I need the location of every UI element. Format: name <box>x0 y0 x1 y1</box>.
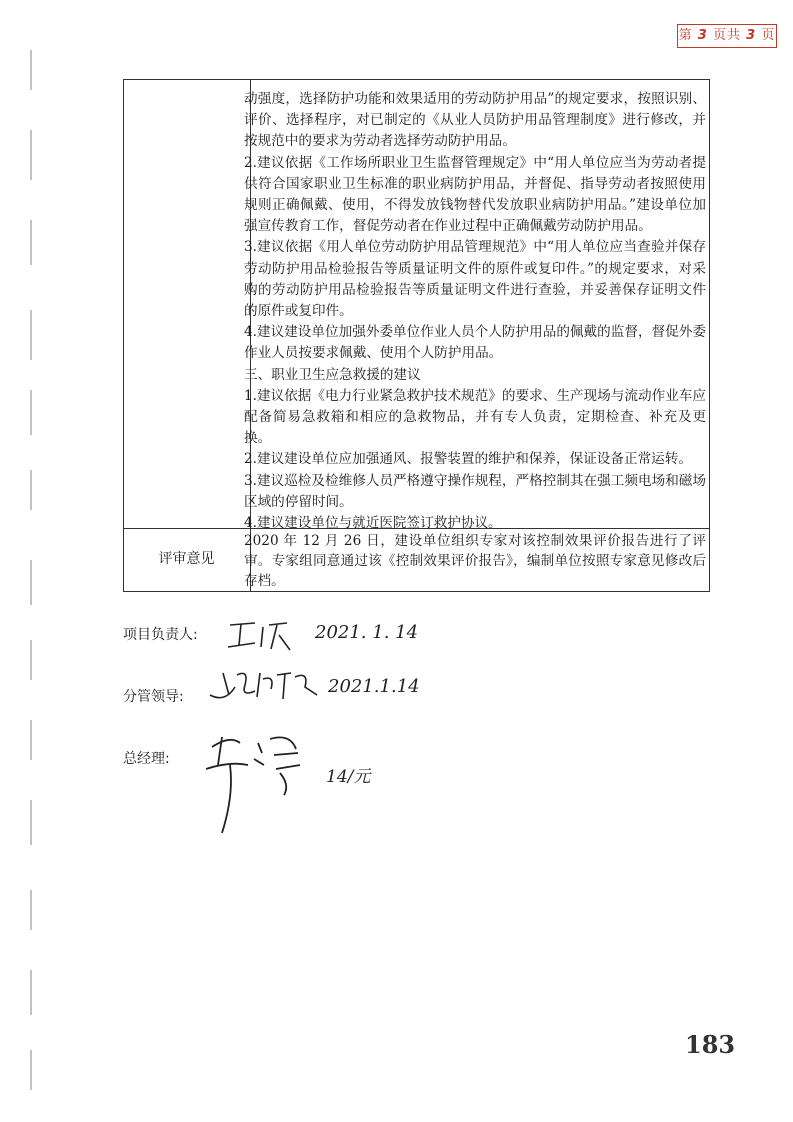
section-heading: 三、职业卫生应急救援的建议 <box>244 366 421 383</box>
general-manager-date: 14/元 <box>326 767 371 787</box>
project-lead-date: 2021. 1. 14 <box>315 622 419 643</box>
stamp-total-pages: 3 <box>746 28 757 43</box>
paragraph: 3.建议巡检及检维修人员严格遵守操作规程，严格控制其在强工频电场和磁场区域的停留时间。 <box>244 472 706 510</box>
paragraph: 1.建议依据《电力行业紧急救护技术规范》的要求、生产现场与流动作业车应配备简易急救箱和相应的急救物品，并有专人负责，定期检查、补充及更换。 <box>244 387 706 447</box>
stamp-middle: 页共 <box>712 28 741 43</box>
review-text: 2020 年 12 月 26 日，建设单位组织专家对该控制效果评价报告进行了评审。专家组同意通过该《控制效果评价报告》，编制单位按照专家意见修改后存档。 <box>244 533 706 589</box>
stamp-suffix: 页 <box>761 28 776 43</box>
paragraph: 2.建议依据《工作场所职业卫生监督管理规定》中“用人单位应当为劳动者提供符合国家职业卫生标准的职业病防护用品，并督促、指导劳动者按照使用规则正确佩戴、使用，不得发放钱物替代发放职业病防护用品。”建设单位加强宣传教育工作，督促劳动者在作业过程中正确佩戴劳动防护用品。 <box>244 154 706 235</box>
page-number-stamp <box>677 24 777 48</box>
review-label: 评审意见 <box>158 551 215 567</box>
paragraph: 动强度，选择防护功能和效果适用的劳动防护用品”的规定要求，按照识别、评价、选择程序，对已制定的《从业人员防护用品管理制度》进行修改，并按规范中的要求为劳动者选择劳动防护用品。 <box>244 91 706 150</box>
page-number: 183 <box>685 1030 736 1059</box>
manager-date: 2021.1.14 <box>328 676 420 697</box>
general-manager-signature <box>200 725 320 840</box>
recommendations-text <box>244 89 706 534</box>
project-lead-signature <box>225 615 295 655</box>
stamp-prefix: 第 <box>678 28 693 43</box>
paragraph: 4.建议建设单位与就近医院签订救护协议。 <box>244 515 502 532</box>
binding-marks <box>22 40 42 1100</box>
project-lead-label: 项目负责人: <box>123 627 198 643</box>
stamp-current-page: 3 <box>697 28 708 43</box>
paragraph: 2.建议建设单位应加强通风、报警装置的维护和保养，保证设备正常运转。 <box>244 451 692 468</box>
paragraph: 3.建议依据《用人单位劳动防护用品管理规范》中“用人单位应当查验并保存劳动防护用品检验报告等质量证明文件的原件或复印件。”的规定要求，对采购的劳动防护用品检验报告等质量证明文件进行查验，并妥善保存证明文件的原件或复印件。 <box>244 239 706 320</box>
paragraph: 4.建议建设单位加强外委单位作业人员个人防护用品的佩戴的监督，督促外委作业人员按要求佩戴、使用个人防护用品。 <box>244 324 706 362</box>
manager-signature <box>205 665 325 707</box>
manager-label: 分管领导: <box>123 689 184 705</box>
general-manager-label: 总经理: <box>123 751 170 767</box>
